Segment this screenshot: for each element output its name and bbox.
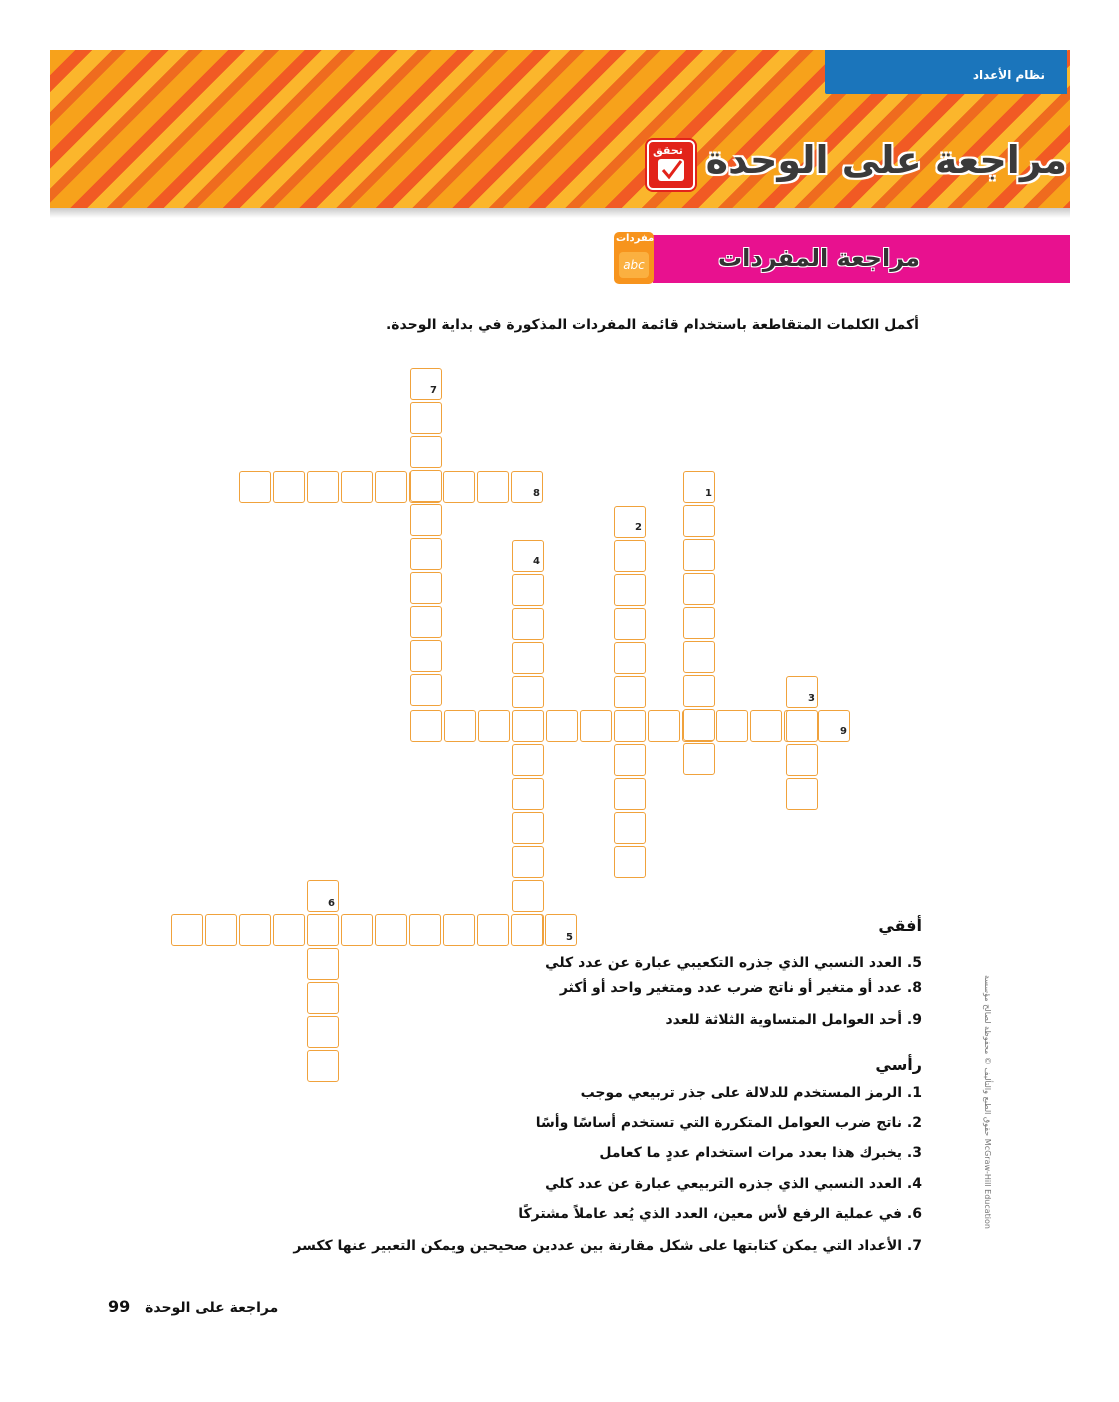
abc-icon: abc [619, 252, 649, 278]
crossword-cell[interactable] [410, 572, 442, 604]
clue-number-4: 4 [533, 556, 540, 567]
instructions: أكمل الكلمات المتقاطعة باستخدام قائمة المفردات المذكورة في بداية الوحدة. [385, 317, 919, 333]
page-title: مراجعة على الوحدة [705, 138, 1067, 182]
crossword-cell[interactable] [750, 710, 782, 742]
crossword-cell[interactable] [512, 846, 544, 878]
crossword-cell[interactable] [410, 710, 442, 742]
down-clue-3: 3. يخبرك هذا بعدد مرات استخدام عددٍ ما كعامل [599, 1145, 922, 1161]
crossword-cell[interactable] [683, 675, 715, 707]
vocabulary-icon-label: مفردات [616, 233, 655, 244]
crossword-cell[interactable] [307, 914, 339, 946]
clue-number-5: 5 [566, 932, 573, 943]
crossword-cell[interactable] [443, 914, 475, 946]
crossword-cell[interactable] [683, 709, 715, 741]
crossword-cell[interactable] [512, 880, 544, 912]
crossword-cell[interactable] [614, 846, 646, 878]
crossword-cell[interactable] [648, 710, 680, 742]
crossword-cell[interactable] [307, 1016, 339, 1048]
clue-number-9: 9 [840, 726, 847, 737]
crossword-cell[interactable] [443, 471, 475, 503]
crossword-cell[interactable] [410, 402, 442, 434]
crossword-cell[interactable] [341, 471, 373, 503]
crossword-cell[interactable] [410, 436, 442, 468]
crossword-cell[interactable] [512, 778, 544, 810]
check-label: تحقق [653, 144, 683, 157]
down-clue-7: 7. الأعداد التي يمكن كتابتها على شكل مقارنة بين عددين صحيحين ويمكن التعبير عنها ككسر [293, 1238, 922, 1254]
crossword-cell[interactable] [410, 470, 442, 502]
crossword-cell[interactable] [614, 778, 646, 810]
crossword-cell[interactable] [614, 676, 646, 708]
page-number: 99 [108, 1297, 131, 1316]
crossword-cell[interactable] [307, 1050, 339, 1082]
clue-number-6: 6 [328, 898, 335, 909]
crossword-cell[interactable] [683, 505, 715, 537]
crossword-cell[interactable] [307, 982, 339, 1014]
crossword-cell[interactable] [512, 642, 544, 674]
crossword-cell[interactable] [341, 914, 373, 946]
crossword-cell[interactable] [444, 710, 476, 742]
crossword-cell[interactable] [477, 471, 509, 503]
crossword-cell[interactable] [239, 914, 271, 946]
crossword-cell[interactable] [683, 743, 715, 775]
crossword-cell[interactable] [683, 539, 715, 571]
crossword-cell[interactable] [683, 641, 715, 673]
crossword-cell[interactable] [614, 744, 646, 776]
crossword-cell[interactable] [716, 710, 748, 742]
crossword-cell[interactable] [511, 914, 543, 946]
crossword-cell[interactable] [614, 540, 646, 572]
down-title: رأسي [875, 1055, 922, 1074]
crossword-cell[interactable] [786, 744, 818, 776]
crossword-cell[interactable] [410, 674, 442, 706]
across-title: أفقي [878, 916, 922, 935]
down-clue-1: 1. الرمز المستخدم للدلالة على جذر تربيعي موجب [580, 1085, 922, 1101]
section-title: مراجعة المفردات [718, 244, 920, 272]
down-clue-4: 4. العدد النسبي الذي جذره التربيعي عبارة عن عدد كلي [545, 1176, 922, 1192]
clue-number-7: 7 [430, 385, 437, 396]
crossword-cell[interactable] [273, 914, 305, 946]
crossword-cell[interactable] [375, 471, 407, 503]
crossword-cell[interactable] [478, 710, 510, 742]
crossword-cell[interactable] [614, 710, 646, 742]
crossword-cell[interactable] [786, 778, 818, 810]
crossword-cell[interactable] [786, 710, 818, 742]
crossword-cell[interactable] [512, 608, 544, 640]
copyright-note: حقوق الطبع والتأليف © محفوظة لصالح مؤسسة McGraw-Hill Education [983, 975, 992, 1229]
crossword-cell[interactable] [410, 368, 442, 400]
crossword-cell[interactable] [512, 710, 544, 742]
across-clue-9: 9. أحد العوامل المتساوية الثلاثة للعدد [665, 1012, 922, 1028]
crossword-cell[interactable] [477, 914, 509, 946]
crossword-cell[interactable] [410, 504, 442, 536]
clue-number-8: 8 [533, 488, 540, 499]
crossword-cell[interactable] [409, 914, 441, 946]
footer-label: مراجعة على الوحدة [145, 1300, 279, 1316]
clue-number-3: 3 [808, 693, 815, 704]
crossword-cell[interactable] [239, 471, 271, 503]
across-clue-8: 8. عدد أو متغير أو ناتج ضرب عدد ومتغير واحد أو أكثر [559, 980, 922, 996]
unit-tag: نظام الأعداد [825, 50, 1067, 94]
crossword-cell[interactable] [375, 914, 407, 946]
crossword-cell[interactable] [307, 471, 339, 503]
crossword-cell[interactable] [410, 538, 442, 570]
crossword-cell[interactable] [580, 710, 612, 742]
clue-number-2: 2 [635, 522, 642, 533]
crossword-cell[interactable] [683, 573, 715, 605]
crossword-cell[interactable] [683, 607, 715, 639]
crossword-cell[interactable] [546, 710, 578, 742]
crossword-cell[interactable] [512, 676, 544, 708]
crossword-cell[interactable] [205, 914, 237, 946]
page-footer [108, 1297, 278, 1316]
crossword-cell[interactable] [512, 574, 544, 606]
crossword-cell[interactable] [307, 948, 339, 980]
across-clue-5: 5. العدد النسبي الذي جذره التكعيبي عبارة عن عدد كلي [545, 955, 922, 971]
crossword-cell[interactable] [614, 574, 646, 606]
crossword-cell[interactable] [410, 606, 442, 638]
crossword-cell[interactable] [512, 812, 544, 844]
clue-number-1: 1 [705, 488, 712, 499]
crossword-cell[interactable] [273, 471, 305, 503]
crossword-cell[interactable] [614, 812, 646, 844]
down-clue-6: 6. في عملية الرفع لأس معين، العدد الذي يُعد عاملاً مشتركًا [518, 1206, 922, 1222]
crossword-cell[interactable] [512, 744, 544, 776]
crossword-cell[interactable] [410, 640, 442, 672]
crossword-cell[interactable] [171, 914, 203, 946]
crossword-cell[interactable] [614, 642, 646, 674]
down-clue-2: 2. ناتج ضرب العوامل المتكررة التي تستخدم أساسًا وأسًا [535, 1115, 922, 1131]
crossword-cell[interactable] [614, 608, 646, 640]
